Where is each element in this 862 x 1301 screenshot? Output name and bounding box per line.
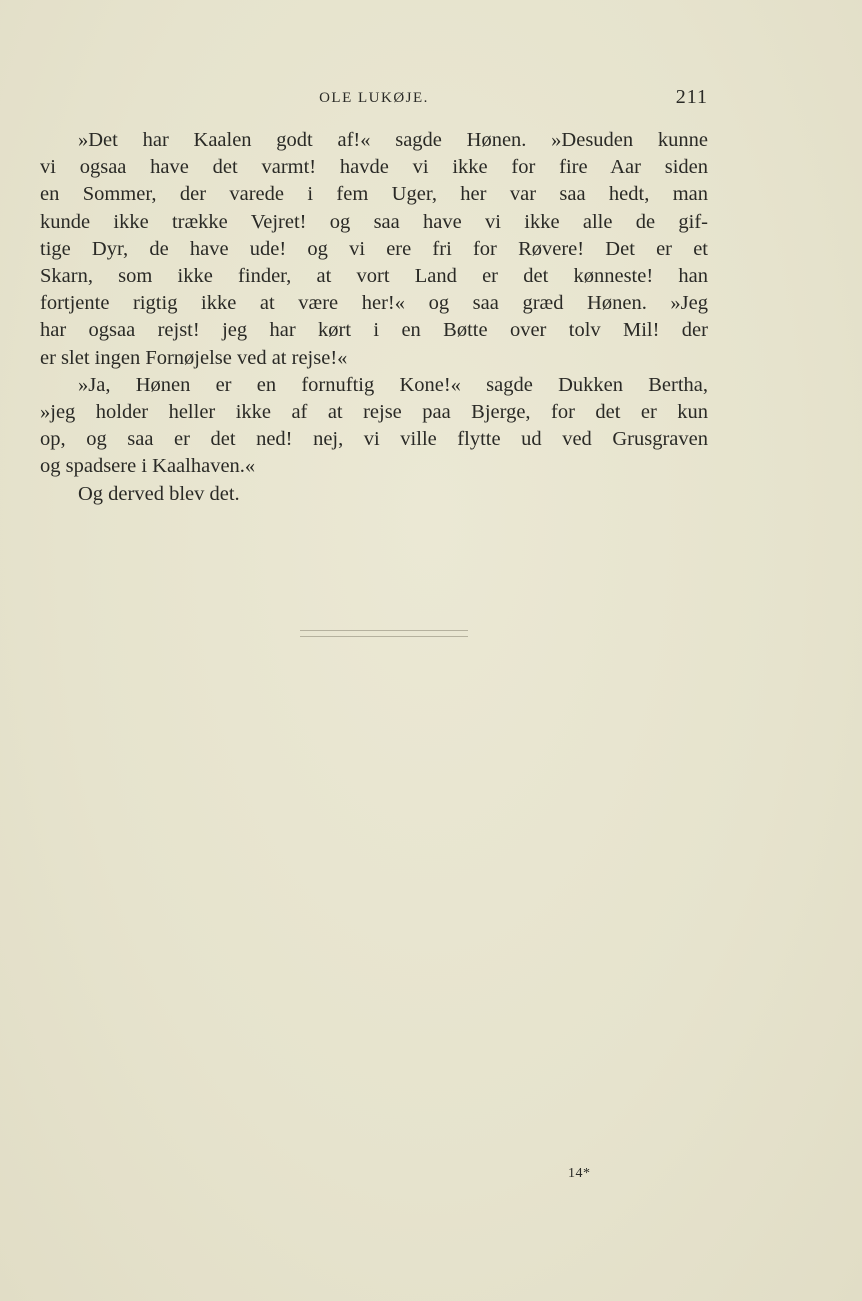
text-line: tige Dyr, de have ude! og vi ere fri for Røvere! Det er et xyxy=(40,237,708,260)
page-number: 211 xyxy=(675,86,708,108)
text-line: »Det har Kaalen godt af!« sagde Hønen. »Desuden kunne xyxy=(78,129,708,151)
text-line: op, og saa er det ned! nej, vi ville flytte ud ved Grusgraven xyxy=(40,428,708,451)
text-line: »jeg holder heller ikke af at rejse paa Bjerge, for det er kun xyxy=(40,401,708,424)
running-head xyxy=(40,86,708,114)
text-line: Skarn, som ikke finder, at vort Land er det kønneste! han xyxy=(40,265,708,288)
text-line: er slet ingen Fornøjelse ved at rejse!« xyxy=(40,346,348,369)
text-line: Og derved blev det. xyxy=(78,482,240,505)
text-line: »Ja, Hønen er en fornuftig Kone!« sagde Dukken Bertha, xyxy=(78,373,708,396)
text-line: kunde ikke trække Vejret! og saa have vi ikke alle de gif- xyxy=(40,210,708,233)
body-text xyxy=(40,127,708,508)
section-divider xyxy=(300,630,468,637)
text-line: vi ogsaa have det varmt! havde vi ikke for fire Aar siden xyxy=(40,156,708,179)
text-line: en Sommer, der varede i fem Uger, her var saa hedt, man xyxy=(40,183,708,206)
text-line: har ogsaa rejst! jeg har kørt i en Bøtte over tolv Mil! der xyxy=(40,319,708,342)
running-title: OLE LUKØJE. xyxy=(319,90,429,106)
text-line: og spadsere i Kaalhaven.« xyxy=(40,455,256,478)
signature-mark: 14* xyxy=(568,1166,591,1181)
text-line: fortjente rigtig ikke at være her!« og saa græd Hønen. »Jeg xyxy=(40,292,708,315)
